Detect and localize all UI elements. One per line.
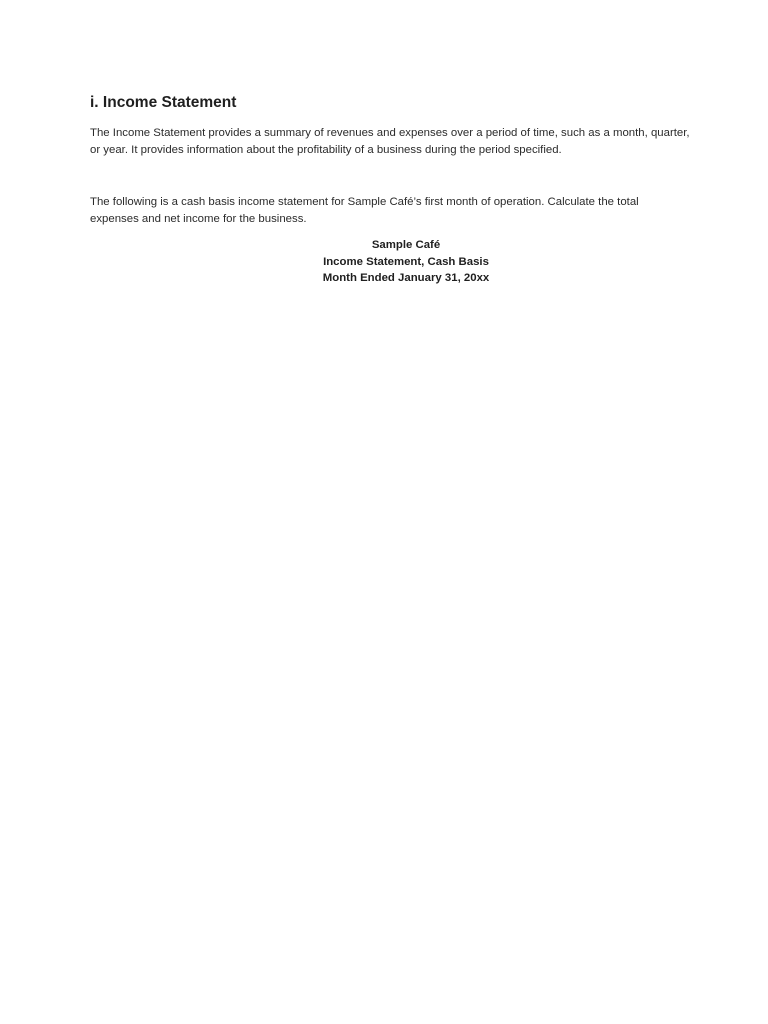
statement-company-name: Sample Café (371, 239, 441, 251)
instructions-paragraph: The following is a cash basis income statement for Sample Café’s first month of operation. Calculate the total expenses and net income for the business. (90, 196, 639, 225)
statement-period: Month Ended January 31, 20xx (322, 272, 490, 284)
statement-title: Income Statement, Cash Basis (323, 255, 489, 268)
section-heading: i. Income Statement (90, 94, 237, 111)
intro-paragraph: The Income Statement provides a summary of revenues and expenses over a period of time, such as a month, quarter, or year. It provides information about the profitability of a business during the period specified. (90, 127, 690, 156)
document-content (90, 93, 690, 287)
statement-header (90, 237, 722, 287)
